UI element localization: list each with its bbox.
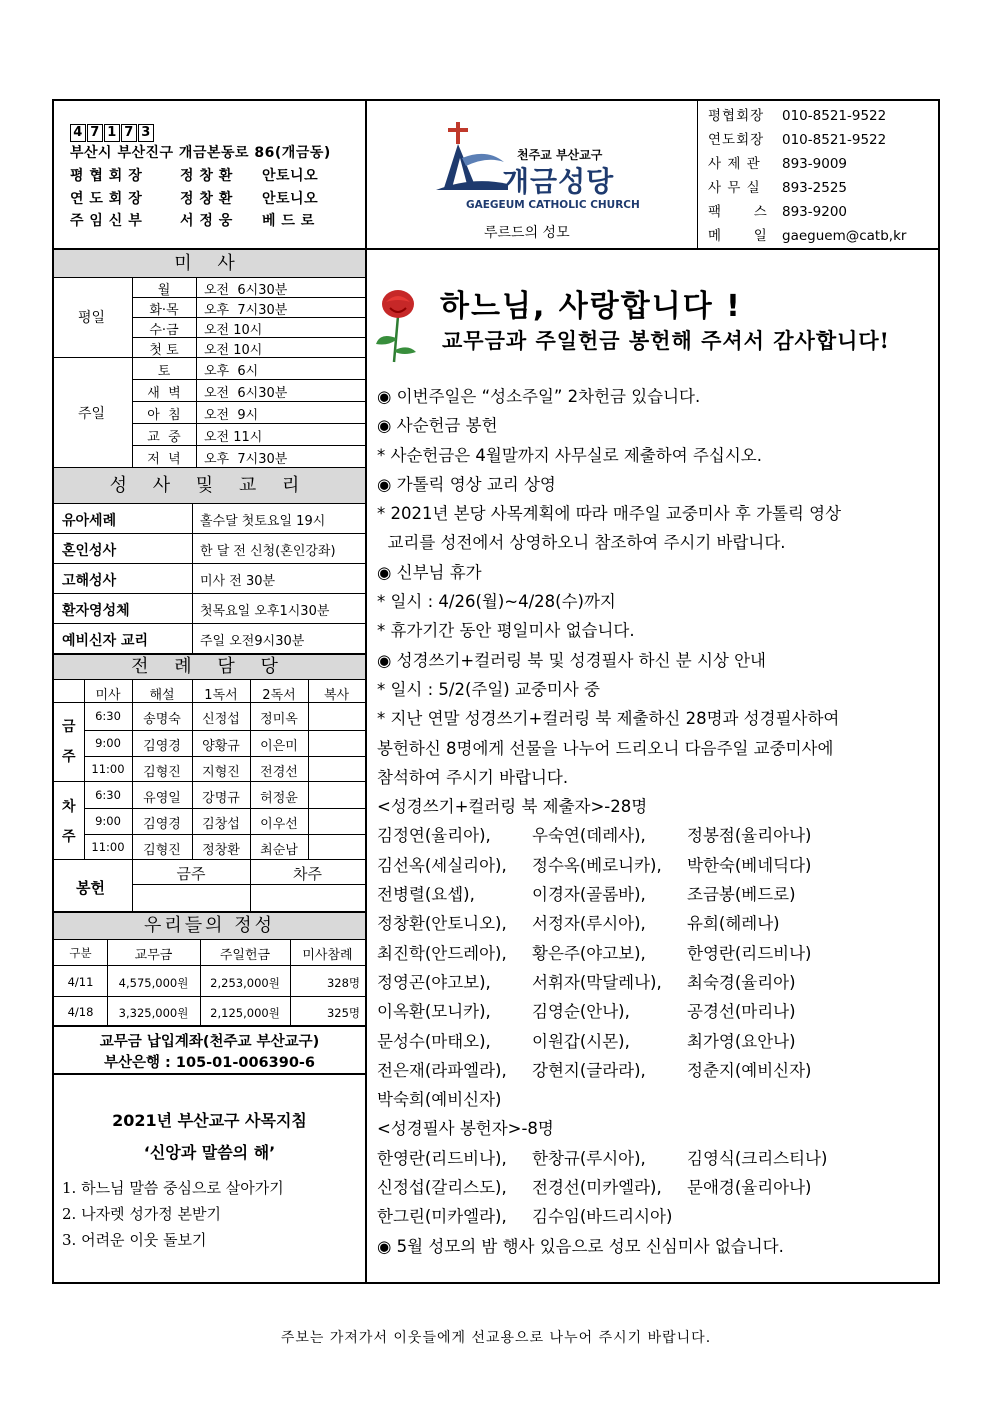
rule	[84, 756, 365, 757]
main-subtitle: 교무금과 주일헌금 봉헌해 주셔서 감사합니다!	[442, 328, 890, 353]
rule	[54, 277, 365, 278]
member-name: 서휘자(막달레나),	[532, 972, 662, 992]
commentator: 김형진	[143, 765, 181, 780]
mass-section-title: 미 사	[54, 250, 365, 277]
name-row	[377, 1056, 841, 1085]
contact-row: 팩 스 893-9200	[708, 204, 847, 220]
member-name: 김정연(율리아),	[377, 826, 491, 846]
member-name: 박한숙(베네딕다)	[687, 855, 812, 875]
reader1: 정창환	[202, 843, 240, 858]
mass-time: 오후 7시30분	[204, 452, 288, 467]
rule	[84, 834, 365, 835]
pastoral-item: 1. 하느님 말씀 중심으로 살아가기	[62, 1179, 284, 1197]
mass-day: 아 침	[147, 408, 181, 423]
notice-line: * 사순헌금은 4월말까지 사무실로 제출하여 주십시오.	[377, 445, 762, 465]
rule	[54, 1073, 365, 1075]
offerings-header: 미사참례	[302, 948, 353, 963]
rule	[54, 563, 365, 564]
liturgy-header: 1독서	[204, 688, 238, 703]
member-name: 최진학(안드레아),	[377, 943, 507, 963]
rule	[132, 379, 365, 380]
contact-row: 연도회장 010-8521-9522	[708, 132, 887, 148]
member-name: 유희(헤레나)	[687, 914, 780, 934]
commentator: 송명숙	[143, 712, 181, 727]
postal-digit: 7	[87, 124, 103, 142]
member-name: 서정자(루시아),	[532, 914, 646, 934]
name-row	[377, 909, 841, 938]
mass-time: 오전 9시	[204, 408, 259, 423]
rule	[54, 623, 365, 624]
notice-line: ◉ 가톨릭 영상 교리 상영	[377, 474, 556, 494]
member-name: 문성수(마태오),	[377, 1031, 491, 1051]
coloring-name-list	[377, 821, 841, 1114]
member-name: 이옥환(모니카),	[377, 1002, 491, 1022]
offerings-header: 교무금	[134, 948, 173, 963]
member-name: 최가영(요안나)	[687, 1031, 796, 1051]
rule	[132, 445, 365, 446]
mass-day: 저 녁	[147, 452, 181, 467]
rule	[54, 781, 365, 782]
notice-line: * 지난 연말 성경쓰기+컬러링 북 제출하신 28명과 성경필사하여	[377, 709, 840, 729]
name-row	[377, 1144, 841, 1173]
member-name: 박숙희(예비신자)	[377, 1090, 502, 1110]
mass-time: 오전 11시	[204, 430, 263, 445]
offering-attendance: 325명	[326, 1006, 360, 1020]
mass-day: 토	[157, 364, 171, 379]
member-name: 김영식(크리스티나)	[687, 1148, 828, 1168]
sacrament-name: 유아세례	[62, 513, 117, 529]
sacrament-value: 미사 전 30분	[200, 574, 276, 589]
rule	[54, 679, 365, 680]
commentator: 김영경	[143, 817, 181, 832]
rule	[54, 859, 365, 860]
rule	[192, 503, 193, 653]
reader2: 정미옥	[260, 712, 298, 727]
notice-line: * 일시 : 5/2(주일) 교중미사 중	[377, 679, 600, 699]
pastoral-item: 3. 어려운 이웃 돌보기	[62, 1231, 207, 1249]
liturgy-time: 6:30	[95, 788, 121, 802]
member-name: 우숙연(데레사),	[532, 826, 646, 846]
rule	[54, 996, 365, 997]
member-name: 황은주(야고보),	[532, 943, 646, 963]
member-name: 정봉점(율리아나)	[687, 826, 812, 846]
liturgy-time: 9:00	[95, 736, 121, 750]
reader1: 강명규	[202, 791, 240, 806]
next-week-label: 주	[62, 829, 76, 845]
postal-digit: 4	[70, 124, 86, 142]
rule	[54, 593, 365, 594]
this-week-label: 금	[62, 719, 76, 735]
member-name: 전경선(미카엘라),	[532, 1178, 662, 1198]
church-address: 부산시 부산진구 개금본동로 86(개금동)	[70, 145, 331, 161]
rule	[54, 939, 365, 940]
name-row	[377, 880, 841, 909]
rule	[54, 533, 365, 534]
reader1: 신정섭	[202, 712, 240, 727]
contact-row: 메 일 gaeguem@catb,kr	[708, 224, 906, 248]
patron-caption: 루르드의 성모	[484, 225, 570, 241]
offering-sunday: 2,125,000원	[210, 1006, 280, 1020]
mass-day: 월	[157, 283, 171, 298]
sacrament-name: 예비신자 교리	[62, 633, 149, 649]
transcribe-name-list	[377, 1144, 841, 1232]
notice-body	[377, 382, 841, 1261]
rule	[84, 808, 365, 809]
sunday-label: 주일	[78, 406, 106, 422]
member-name: 한창규(루시아),	[532, 1148, 646, 1168]
sacrament-value: 첫목요일 오후1시30분	[200, 604, 330, 619]
rule	[132, 401, 365, 402]
offerings-header: 주일헌금	[219, 948, 271, 963]
account-line1: 교무금 납입계좌(천주교 부산교구)	[99, 1034, 320, 1050]
pastoral-title: 2021년 부산교구 사목지침	[112, 1111, 307, 1130]
member-name: 강현지(글라라),	[532, 1060, 646, 1080]
rule	[54, 503, 365, 504]
offering-label: 봉헌	[76, 879, 105, 897]
liturgy-header: 미사	[95, 688, 121, 703]
rule	[132, 884, 365, 885]
postal-code	[70, 122, 155, 142]
mass-day: 교 중	[147, 430, 181, 445]
liturgy-header: 2독서	[262, 688, 296, 703]
liturgy-time: 11:00	[91, 762, 125, 776]
name-row	[377, 997, 841, 1026]
sacraments-section-title: 성 사 및 교 리	[54, 468, 365, 503]
member-name: 이원갑(시몬),	[532, 1031, 630, 1051]
reader1: 양황규	[202, 739, 240, 754]
diocese-name: 천주교 부산교구	[517, 148, 603, 162]
offering-date: 4/11	[67, 975, 94, 989]
offering-date: 4/18	[67, 1005, 94, 1019]
offering-col: 차주	[293, 865, 322, 883]
postal-digit: 3	[138, 124, 154, 142]
name-row	[377, 968, 841, 997]
mass-time: 오전 10시	[204, 343, 263, 358]
member-name: 한영란(리드비나),	[377, 1148, 507, 1168]
contact-list	[708, 104, 906, 248]
reader2: 이우선	[260, 817, 298, 832]
church-english-name: GAEGEUM CATHOLIC CHURCH	[466, 199, 640, 211]
notice-line: * 일시 : 4/26(월)~4/28(수)까지	[377, 592, 616, 612]
postal-digit: 7	[121, 124, 137, 142]
mass-day: 수·금	[149, 323, 179, 338]
notice-line: <성경쓰기+컬러링 북 제출자>-28명	[377, 797, 648, 817]
notice-line: 봉헌하신 8명에게 선물을 나누어 드리오니 다음주일 교중미사에	[377, 738, 834, 758]
member-name: 정수옥(베로니카),	[532, 855, 662, 875]
email-link[interactable]: gaeguem@catb,kr	[782, 228, 907, 244]
offering-sunday: 2,253,000원	[210, 976, 280, 990]
sacrament-value: 주일 오전9시30분	[200, 634, 305, 649]
next-week-label: 차	[62, 799, 76, 815]
member-name: 한영란(리드비나)	[687, 943, 812, 963]
pastoral-subtitle: ‘신앙과 말씀의 해’	[143, 1143, 276, 1162]
officer-row: 주 임 신 부 서 정 웅 베 드 로	[70, 213, 315, 229]
mass-time: 오후 7시30분	[204, 303, 288, 318]
weekday-label: 평일	[78, 310, 106, 326]
mass-time: 오후 6시	[204, 364, 259, 379]
reader1: 지형진	[202, 765, 240, 780]
this-week-label: 주	[62, 749, 76, 765]
member-name: 전병렬(요셉),	[377, 885, 475, 905]
mass-day: 새 벽	[147, 386, 181, 401]
rule	[54, 965, 365, 966]
rule	[308, 679, 309, 859]
reader2: 허정윤	[260, 791, 298, 806]
name-row	[377, 1085, 841, 1114]
notice-line: ◉ 이번주일은 “성소주일” 2차헌금 있습니다.	[377, 387, 701, 406]
member-name: 이경자(골롬바),	[532, 885, 646, 905]
member-name: 최숙경(율리아)	[687, 972, 796, 992]
contact-divider	[697, 100, 698, 248]
mass-day: 화·목	[149, 303, 179, 318]
member-name: 정영곤(야고보),	[377, 972, 491, 992]
commentator: 김영경	[143, 739, 181, 754]
offering-tithe: 3,325,000원	[118, 1006, 189, 1020]
notice-line: * 휴가기간 동안 평일미사 없습니다.	[377, 621, 635, 641]
sacrament-name: 고해성사	[62, 573, 117, 589]
mass-time: 오전 6시30분	[204, 386, 288, 401]
rule	[132, 423, 365, 424]
reader2: 이은미	[260, 739, 298, 754]
transcribe-heading: <성경필사 봉헌자>-8명	[377, 1119, 554, 1139]
sacrament-name: 혼인성사	[62, 543, 117, 559]
offerings-section-title: 우리들의 정성	[54, 913, 365, 939]
mass-day: 첫 토	[149, 343, 179, 358]
rule	[196, 277, 197, 467]
notice-line: ◉ 사순헌금 봉헌	[377, 416, 498, 436]
officer-row: 연 도 회 장 정 창 환 안토니오	[70, 191, 319, 207]
contact-row: 사 무 실 893-2525	[708, 180, 847, 196]
rose-icon	[372, 288, 424, 366]
member-name: 김수임(바드리시아)	[532, 1207, 673, 1227]
liturgy-header: 복사	[323, 688, 350, 703]
mass-time: 오전 10시	[204, 323, 263, 338]
member-name: 정춘지(예비신자)	[687, 1060, 812, 1080]
notice-line: 참석하여 주시기 바랍니다.	[377, 767, 569, 787]
name-row	[377, 939, 841, 968]
member-name: 조금봉(베드로)	[687, 885, 796, 905]
offerings-header: 구분	[69, 946, 92, 960]
rule	[84, 730, 365, 731]
notice-line: ◉ 신부님 휴가	[377, 562, 482, 582]
name-row	[377, 1202, 841, 1231]
offering-tithe: 4,575,000원	[118, 976, 189, 990]
member-name: 김영순(안나),	[532, 1002, 630, 1022]
contact-row: 평협회장 010-8521-9522	[708, 108, 887, 124]
member-name: 전은재(라파엘라),	[377, 1060, 507, 1080]
liturgy-section-title: 전 례 담 당	[54, 655, 365, 679]
member-name: 문애경(율리아나)	[687, 1178, 812, 1198]
name-row	[377, 851, 841, 880]
name-row	[377, 1173, 841, 1202]
name-row	[377, 821, 841, 850]
officer-row: 평 협 회 장 정 창 환 안토니오	[70, 168, 319, 184]
member-name: 김선옥(세실리아),	[377, 855, 507, 875]
offering-col: 금주	[176, 865, 206, 883]
reader2: 최순남	[260, 843, 298, 858]
contact-row: 사 제 관 893-9009	[708, 156, 847, 172]
sacrament-value: 홀수달 첫토요일 19시	[200, 514, 326, 529]
postal-digit: 1	[104, 124, 120, 142]
offering-attendance: 328명	[326, 976, 360, 990]
liturgy-header: 해설	[149, 688, 175, 703]
commentator: 김형진	[143, 843, 181, 858]
member-name	[532, 1085, 687, 1114]
notice-line: ◉ 성경쓰기+컬러링 북 및 성경필사 하신 분 시상 안내	[377, 650, 766, 670]
main-title: 하느님, 사랑합니다 !	[440, 289, 742, 324]
column-divider	[365, 99, 367, 1284]
member-name: 공경선(마리나)	[687, 1002, 796, 1022]
liturgy-time: 6:30	[95, 709, 121, 723]
sacrament-name: 환자영성체	[62, 603, 130, 619]
reader1: 김창섭	[202, 817, 240, 832]
mass-time: 오전 6시30분	[204, 283, 288, 298]
church-logo-icon	[432, 118, 512, 198]
sacrament-value: 한 달 전 신청(혼인강좌)	[200, 544, 336, 559]
closing-notice: ◉ 5월 성모의 밤 행사 있음으로 성모 신심미사 없습니다.	[377, 1236, 784, 1256]
footer-note: 주보는 가져가서 이웃들에게 선교용으로 나누어 주시기 바랍니다.	[280, 1330, 712, 1346]
member-name: 신정섭(갈리스도),	[377, 1178, 507, 1198]
pastoral-item: 2. 나자렛 성가정 본받기	[62, 1205, 222, 1223]
liturgy-time: 9:00	[95, 814, 121, 828]
account-line2: 부산은행 : 105-01-006390-6	[103, 1055, 316, 1071]
church-name: 개금성당	[502, 165, 615, 198]
name-row	[377, 1027, 841, 1056]
rule	[54, 1025, 365, 1027]
notice-line: * 2021년 본당 사목계획에 따라 매주일 교중미사 후 가톨릭 영상	[377, 504, 842, 524]
reader2: 전경선	[260, 765, 298, 780]
commentator: 유영일	[143, 791, 181, 806]
liturgy-time: 11:00	[91, 840, 125, 854]
member-name: 정창환(안토니오),	[377, 914, 507, 934]
notice-line: 교리를 성전에서 상영하오니 참조하여 주시기 바랍니다.	[377, 533, 786, 553]
member-name: 한그린(미카엘라),	[377, 1207, 507, 1227]
